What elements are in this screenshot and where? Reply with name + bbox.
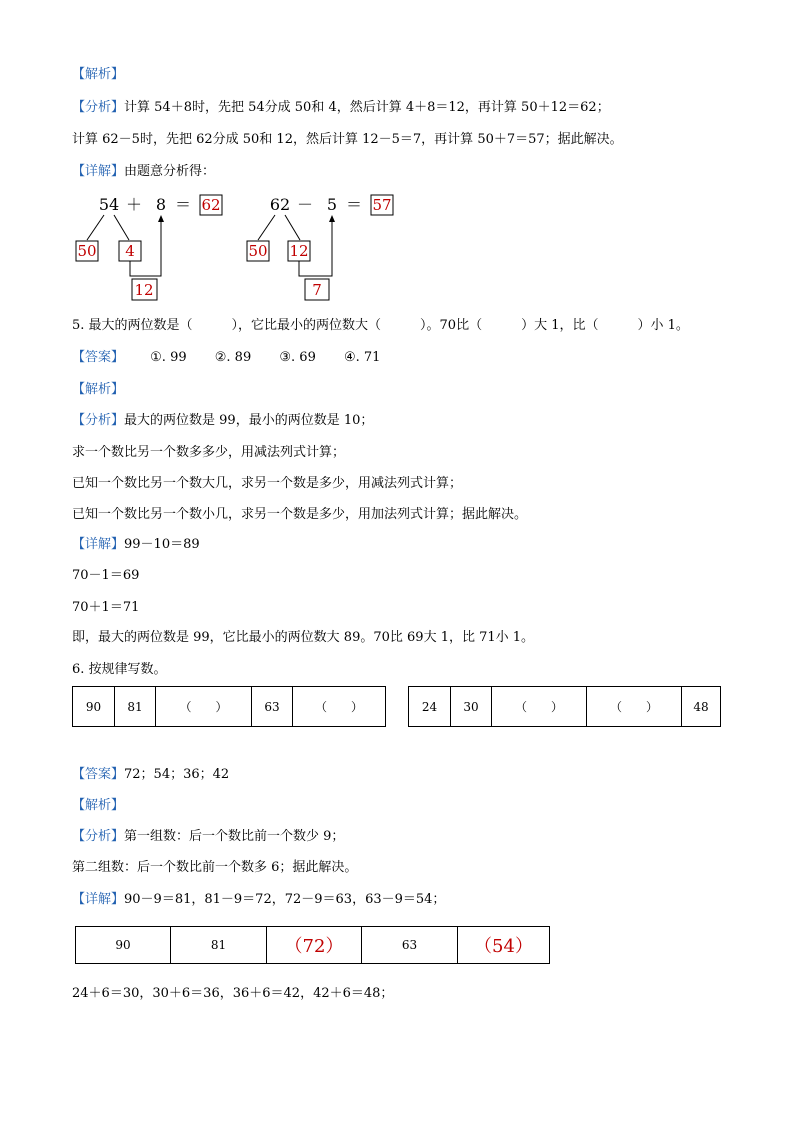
- detail-label: 【详解】: [72, 164, 125, 179]
- q6-detail-line: [72, 892, 445, 908]
- answer-1: ①. 99: [150, 350, 187, 365]
- section-label-jiexi: 【解析】: [72, 67, 125, 82]
- equals-sign: ＝: [174, 195, 192, 214]
- answer-label: 【答案】: [72, 767, 125, 782]
- q5-detail-line: [72, 537, 200, 553]
- split-diagram-addition: [72, 190, 232, 305]
- operand-b: 8: [155, 195, 167, 214]
- table-cell: 90: [76, 927, 171, 964]
- analysis-text: 第一组数：后一个数比前一个数少 9；: [124, 829, 345, 844]
- arrow-head: [158, 215, 164, 222]
- part-value-2: 12: [289, 242, 309, 260]
- table-cell: 24: [409, 687, 451, 727]
- q6-question: 6. 按规律写数。: [72, 662, 167, 677]
- q6-analysis-line-1: [72, 829, 344, 845]
- answer-4: ④. 71: [343, 350, 381, 365]
- table-cell: 81: [171, 927, 267, 964]
- q4-analysis-line-1: [72, 100, 610, 116]
- analysis-label: 【分析】: [72, 413, 125, 428]
- part-value-1: 50: [248, 242, 268, 260]
- filled-sequence-table: [75, 926, 550, 964]
- operator: －: [296, 195, 314, 214]
- sequence-table-1: [72, 686, 386, 727]
- table-cell: 63: [252, 687, 293, 727]
- result-value: 62: [201, 196, 221, 214]
- q5-detail-line-3: 70＋1＝71: [72, 600, 140, 615]
- operand-a: 62: [269, 195, 291, 214]
- arrow-head: [329, 215, 335, 222]
- result-value: 57: [372, 196, 392, 214]
- detail-text: 99－10＝89: [124, 537, 200, 552]
- q5-answer-line: [72, 350, 380, 366]
- answer-2: ②. 89: [214, 350, 252, 365]
- table-cell: 90: [73, 687, 115, 727]
- part-value-1: 50: [77, 242, 97, 260]
- sequence-table-2: [408, 686, 721, 727]
- diff-value: 7: [312, 281, 322, 299]
- q5-analysis-line-3: 已知一个数比另一个数大几，求另一个数是多少，用减法列式计算；: [72, 476, 463, 491]
- blank-cell: （ ）: [293, 687, 386, 727]
- table-cell: 63: [362, 927, 458, 964]
- split-line-left: [87, 215, 104, 240]
- split-diagram-subtraction: [243, 190, 403, 305]
- analysis-text: 最大的两位数是 99，最小的两位数是 10；: [124, 413, 374, 428]
- analysis-text: 计算 54＋8时，先把 54分成 50和 4，然后计算 4＋8＝12，再计算 50＋12＝62；: [124, 100, 610, 115]
- q6-detail-line-2: 24＋6＝30，30＋6＝36，36＋6＝42，42＋6＝48；: [72, 986, 394, 1001]
- detail-label: 【详解】: [72, 892, 125, 907]
- split-line-left: [258, 215, 275, 240]
- answer-3: ③. 69: [279, 350, 316, 365]
- table-cell: 30: [451, 687, 492, 727]
- split-line-right: [114, 215, 129, 240]
- q5-analysis-line-2: 求一个数比另一个数多多少，用减法列式计算；: [72, 445, 346, 460]
- table-cell: 48: [682, 687, 721, 727]
- detail-text: 90－9＝81，81－9＝72，72－9＝63，63－9＝54；: [124, 892, 446, 907]
- analysis-label: 【分析】: [72, 829, 125, 844]
- blank-cell: （ ）: [492, 687, 587, 727]
- sum-value: 12: [134, 281, 154, 299]
- q4-analysis-line-2: 计算 62－5时，先把 62分成 50和 12，然后计算 12－5＝7，再计算 50＋7＝57；据此解决。: [72, 132, 623, 147]
- analysis-label: 【分析】: [72, 100, 125, 115]
- q4-detail-line: [72, 164, 215, 180]
- operand-b: 5: [326, 195, 338, 214]
- split-line-right: [285, 215, 300, 240]
- q5-question: 5. 最大的两位数是（ ），它比最小的两位数大（ ）。70比（ ）大 1，比（ ）小 1。: [72, 318, 689, 333]
- equals-sign: ＝: [345, 195, 363, 214]
- q6-analysis-line-2: 第二组数：后一个数比前一个数多 6；据此解决。: [72, 860, 358, 875]
- detail-label: 【详解】: [72, 537, 125, 552]
- operand-a: 54: [98, 195, 120, 214]
- q5-conclusion: 即，最大的两位数是 99，它比最小的两位数大 89。70比 69大 1，比 71小 1。: [72, 630, 535, 645]
- q5-analysis-line-4: 已知一个数比另一个数小几，求另一个数是多少，用加法列式计算；据此解决。: [72, 507, 528, 522]
- blank-cell: （ ）: [587, 687, 682, 727]
- filled-answer-cell: （54）: [458, 927, 550, 964]
- answer-text: 72；54；36；42: [124, 767, 230, 782]
- answer-label: 【答案】: [72, 350, 125, 365]
- section-label-jiexi: 【解析】: [72, 382, 125, 397]
- q5-detail-line-2: 70－1＝69: [72, 568, 140, 583]
- q5-analysis-line-1: [72, 413, 373, 429]
- operator: ＋: [125, 195, 143, 214]
- blank-cell: （ ）: [156, 687, 252, 727]
- q6-answer-line: [72, 767, 229, 783]
- table-cell: 81: [115, 687, 156, 727]
- filled-answer-cell: （72）: [267, 927, 362, 964]
- detail-text: 由题意分析得：: [124, 164, 216, 179]
- section-label-jiexi: 【解析】: [72, 798, 125, 813]
- part-value-2: 4: [125, 242, 135, 260]
